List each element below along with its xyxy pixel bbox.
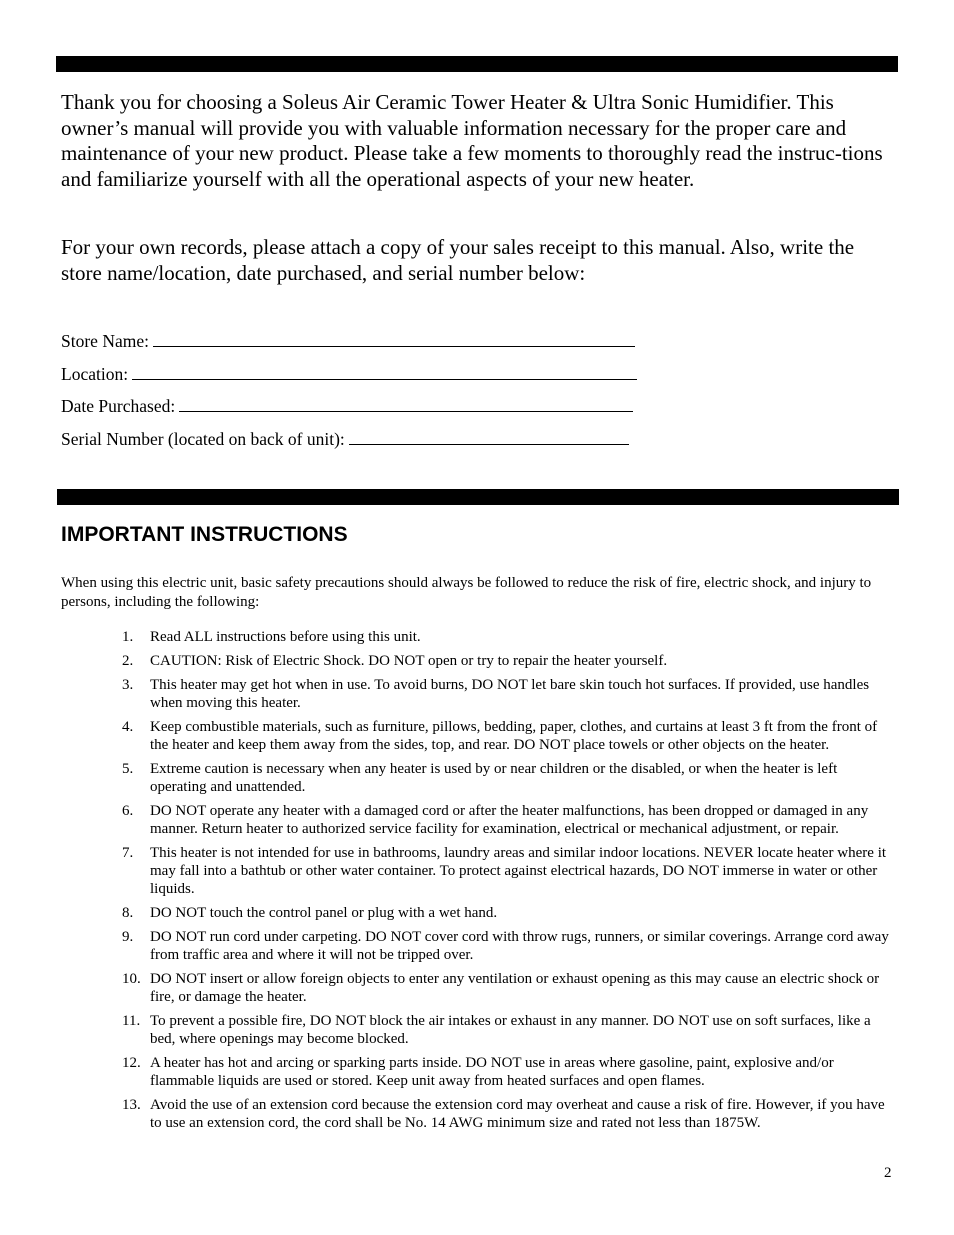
item-number: 11. xyxy=(122,1012,141,1029)
item-number: 7. xyxy=(122,844,134,861)
item-text: DO NOT operate any heater with a damaged cord or after the heater malfunctions, has been dropped or damaged in any manner. Return heater to authorized service facility for examination, electrical or mechanical adjustment, or repair. xyxy=(150,802,869,837)
precaution-paragraph: When using this electric unit, basic safety precautions should always be followed to reduce the risk of fire, electric shock, and injury to persons, including the following: xyxy=(61,575,872,610)
item-number: 4. xyxy=(122,718,134,735)
list-item xyxy=(61,1054,894,1090)
list-item xyxy=(61,676,894,712)
date-purchased-field[interactable] xyxy=(179,393,633,412)
item-number: 2. xyxy=(122,652,134,669)
item-text: DO NOT insert or allow foreign objects to enter any ventilation or exhaust opening as this may cause an electric shock or fire, or damage the heater. xyxy=(150,970,880,1005)
store-name-row xyxy=(61,328,637,361)
item-text: This heater may get hot when in use. To avoid burns, DO NOT let bare skin touch hot surfaces. If provided, use handles when moving this heater. xyxy=(150,676,870,711)
purchase-record-form xyxy=(61,328,637,458)
list-item xyxy=(61,802,894,838)
location-row xyxy=(61,361,637,394)
section-divider-bar xyxy=(57,489,899,505)
item-number: 1. xyxy=(122,629,134,645)
serial-number-label: Serial Number (located on back of unit): xyxy=(61,428,345,449)
item-number: 6. xyxy=(122,802,134,819)
item-text: DO NOT run cord under carpeting. DO NOT cover cord with throw rugs, runners, or similar coverings. Arrange cord away from traffic area and where it will not be tripped over. xyxy=(150,928,889,963)
item-number: 9. xyxy=(122,928,134,945)
location-label: Location: xyxy=(61,363,129,384)
item-text: This heater is not intended for use in bathrooms, laundry areas and similar indoor locations. NEVER locate heater where it may fall into a bathtub or other water container. To protect against electrical hazards, DO NOT immerse in water or other liquids. xyxy=(150,844,887,897)
list-item xyxy=(61,628,894,646)
item-number: 13. xyxy=(122,1096,141,1113)
item-text: Avoid the use of an extension cord because the extension cord may overheat and cause a risk of fire. However, if you have to use an extension cord, the cord shall be No. 14 AWG minimum size and rated not less than 1875W. xyxy=(150,1096,885,1131)
page-number: 2 xyxy=(884,1165,892,1181)
location-field[interactable] xyxy=(132,361,637,380)
date-purchased-label: Date Purchased: xyxy=(61,396,176,416)
item-text: Extreme caution is necessary when any heater is used by or near children or the disabled, or when the heater is left operating and unattended. xyxy=(150,760,838,795)
item-text: To prevent a possible fire, DO NOT block the air intakes or exhaust in any manner. DO NOT use on soft surfaces, like a bed, where openings may become blocked. xyxy=(150,1012,871,1047)
item-text: CAUTION: Risk of Electric Shock. DO NOT open or try to repair the heater yourself. xyxy=(150,652,668,669)
item-number: 8. xyxy=(122,904,134,921)
item-text: Keep combustible materials, such as furniture, pillows, bedding, paper, clothes, and curtains at least 3 ft from the front of the heater and keep them away from the sides, top, and rear. DO NOT place towels or other objects on the heater. xyxy=(150,718,878,753)
item-text: Read ALL instructions before using this unit. xyxy=(150,629,421,645)
list-item xyxy=(61,970,894,1006)
store-name-field[interactable] xyxy=(153,328,635,347)
section-heading: IMPORTANT INSTRUCTIONS xyxy=(61,523,348,546)
list-item xyxy=(61,904,894,922)
date-purchased-row xyxy=(61,393,637,426)
list-item xyxy=(61,718,894,754)
intro-paragraph: Thank you for choosing a Soleus Air Ceramic Tower Heater & Ultra Sonic Humidifier. This owner’s manual will provide you with valuable information necessary for the proper care and maintenance of your new product. Please take a few moments to thoroughly read the instruc-tions and familiarize yourself with all the operational aspects of your new heater. xyxy=(61,90,883,191)
receipt-paragraph: For your own records, please attach a copy of your sales receipt to this manual. Also, write the store name/location, date purchased, and serial number below: xyxy=(61,235,855,285)
list-item xyxy=(61,1096,894,1132)
item-text: DO NOT touch the control panel or plug with a wet hand. xyxy=(150,904,498,921)
item-text: A heater has hot and arcing or sparking parts inside. DO NOT use in areas where gasoline, paint, explosive and/or flammable liquids are used or stored. Keep unit away from heated surfaces and open flames. xyxy=(150,1054,834,1089)
item-number: 5. xyxy=(122,760,134,777)
list-item xyxy=(61,928,894,964)
serial-number-row xyxy=(61,426,637,459)
list-item xyxy=(61,652,894,670)
top-divider-bar xyxy=(56,56,898,72)
item-number: 12. xyxy=(122,1054,141,1071)
list-item xyxy=(61,1012,894,1048)
instructions-list xyxy=(61,628,894,1138)
list-item xyxy=(61,760,894,796)
list-item xyxy=(61,844,894,899)
item-number: 10. xyxy=(122,970,141,987)
item-number: 3. xyxy=(122,676,134,693)
serial-number-field[interactable] xyxy=(349,426,629,445)
store-name-label: Store Name: xyxy=(61,331,149,351)
